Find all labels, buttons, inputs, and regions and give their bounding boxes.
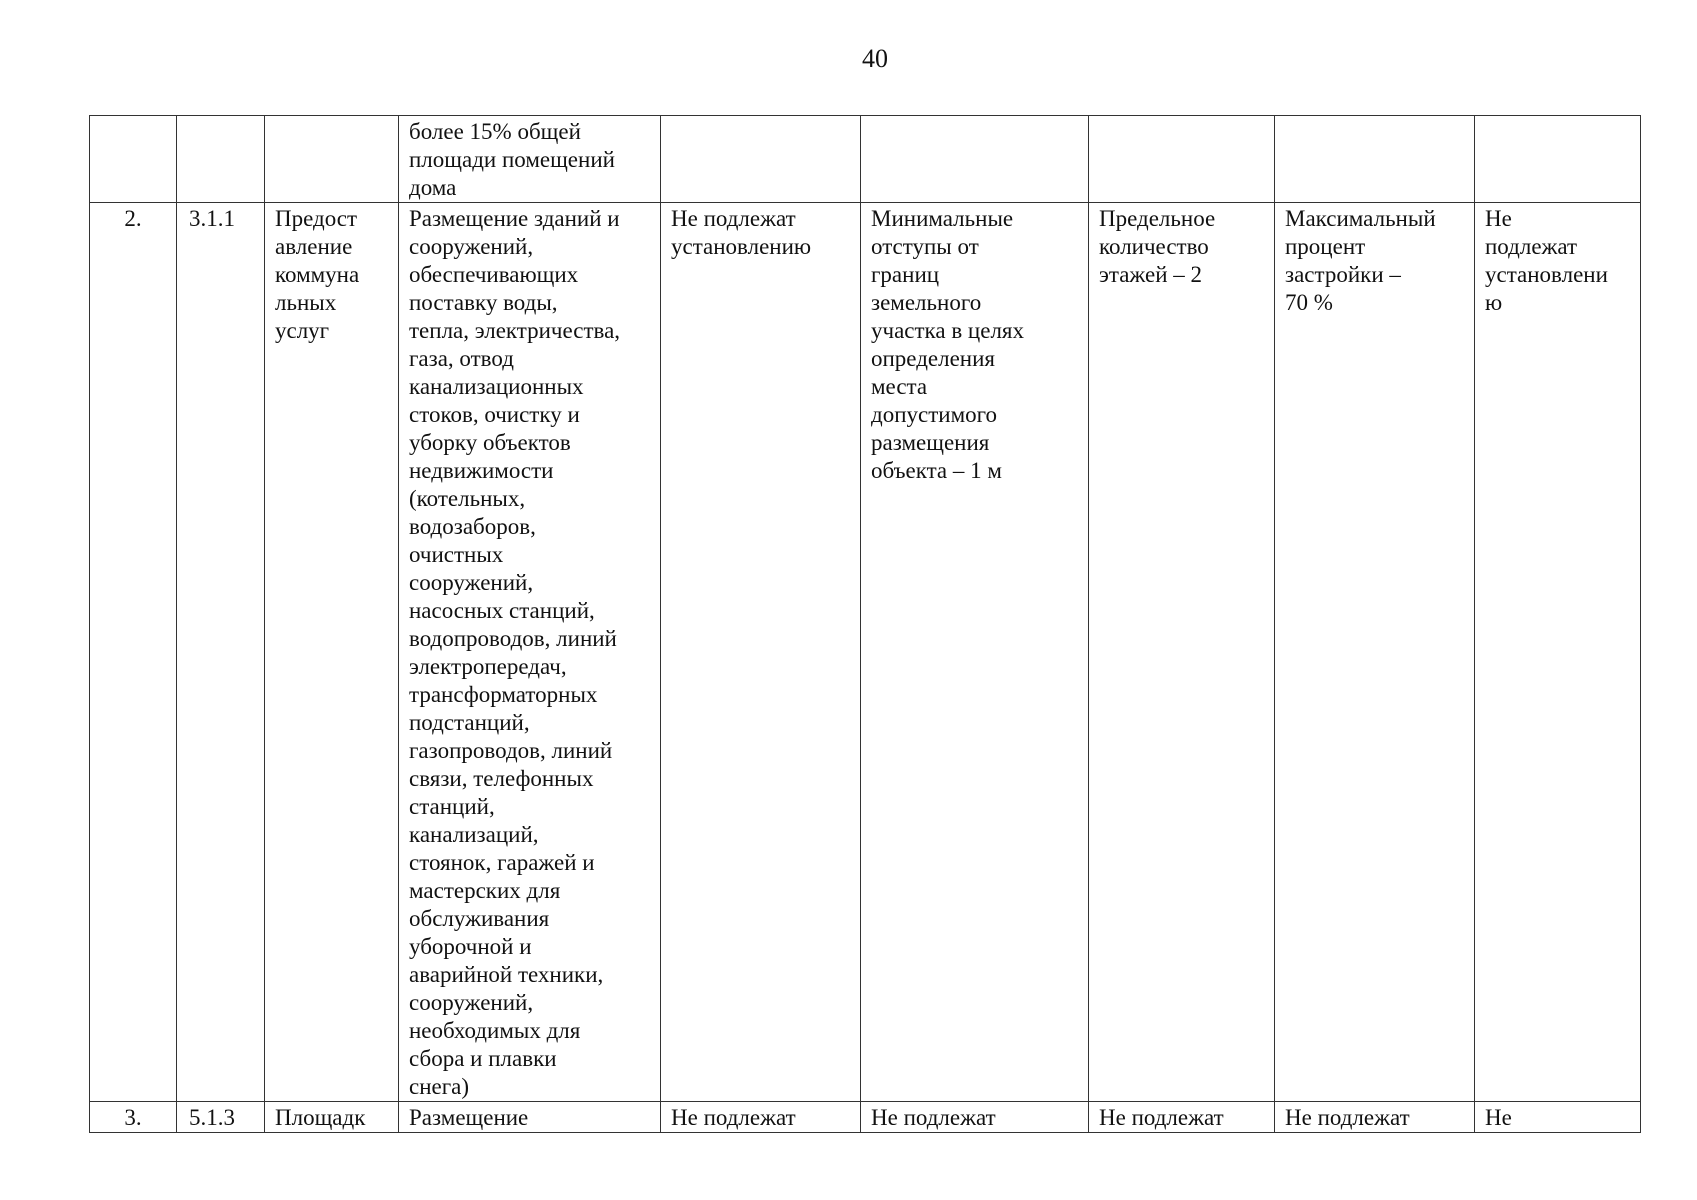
coverage-cell: Не подлежат bbox=[1275, 1102, 1475, 1133]
code-cell: 5.1.3 bbox=[177, 1102, 265, 1133]
coverage-cell: Максимальный процент застройки – 70 % bbox=[1275, 203, 1475, 1102]
setback-cell bbox=[861, 116, 1089, 203]
use-name-cell: Предост авление коммуна льных услуг bbox=[265, 203, 399, 1102]
row-number-cell: 2. bbox=[90, 203, 177, 1102]
table-row bbox=[90, 116, 1641, 203]
row-number-cell: 3. bbox=[90, 1102, 177, 1133]
plot-size-cell bbox=[661, 116, 861, 203]
setback-cell: Минимальные отступы от границ земельного участка в целях определения места допустимого размещения объекта – 1 м bbox=[861, 203, 1089, 1102]
floors-cell: Не подлежат bbox=[1089, 1102, 1275, 1133]
floors-cell: Предельное количество этажей – 2 bbox=[1089, 203, 1275, 1102]
use-name-cell: Площадк bbox=[265, 1102, 399, 1133]
row-number-cell bbox=[90, 116, 177, 203]
other-limits-cell: Не bbox=[1475, 1102, 1641, 1133]
plot-size-cell: Не подлежат установлению bbox=[661, 203, 861, 1102]
floors-cell bbox=[1089, 116, 1275, 203]
table-row bbox=[90, 1102, 1641, 1133]
other-limits-cell bbox=[1475, 116, 1641, 203]
regulations-table bbox=[89, 115, 1641, 1133]
table-row bbox=[90, 203, 1641, 1102]
code-cell: 3.1.1 bbox=[177, 203, 265, 1102]
code-cell bbox=[177, 116, 265, 203]
use-name-cell bbox=[265, 116, 399, 203]
plot-size-cell: Не подлежат bbox=[661, 1102, 861, 1133]
description-cell: более 15% общей площади помещений дома bbox=[399, 116, 661, 203]
other-limits-cell: Не подлежат установлени ю bbox=[1475, 203, 1641, 1102]
setback-cell: Не подлежат bbox=[861, 1102, 1089, 1133]
description-cell: Размещение зданий и сооружений, обеспечивающих поставку воды, тепла, электричества, газа, отвод канализационных стоков, очистку и уборку объектов недвижимости (котельных, водозаборов, очистных сооружений, насосных станций, водопроводов, линий электропередач, трансформаторных подстанций, газопроводов, линий связи, телефонных станций, канализаций, стоянок, гаражей и мастерских для обслуживания уборочной и аварийной техники, сооружений, необходимых для сбора и плавки снега) bbox=[399, 203, 661, 1102]
page-number: 40 bbox=[862, 44, 888, 73]
coverage-cell bbox=[1275, 116, 1475, 203]
description-cell: Размещение bbox=[399, 1102, 661, 1133]
